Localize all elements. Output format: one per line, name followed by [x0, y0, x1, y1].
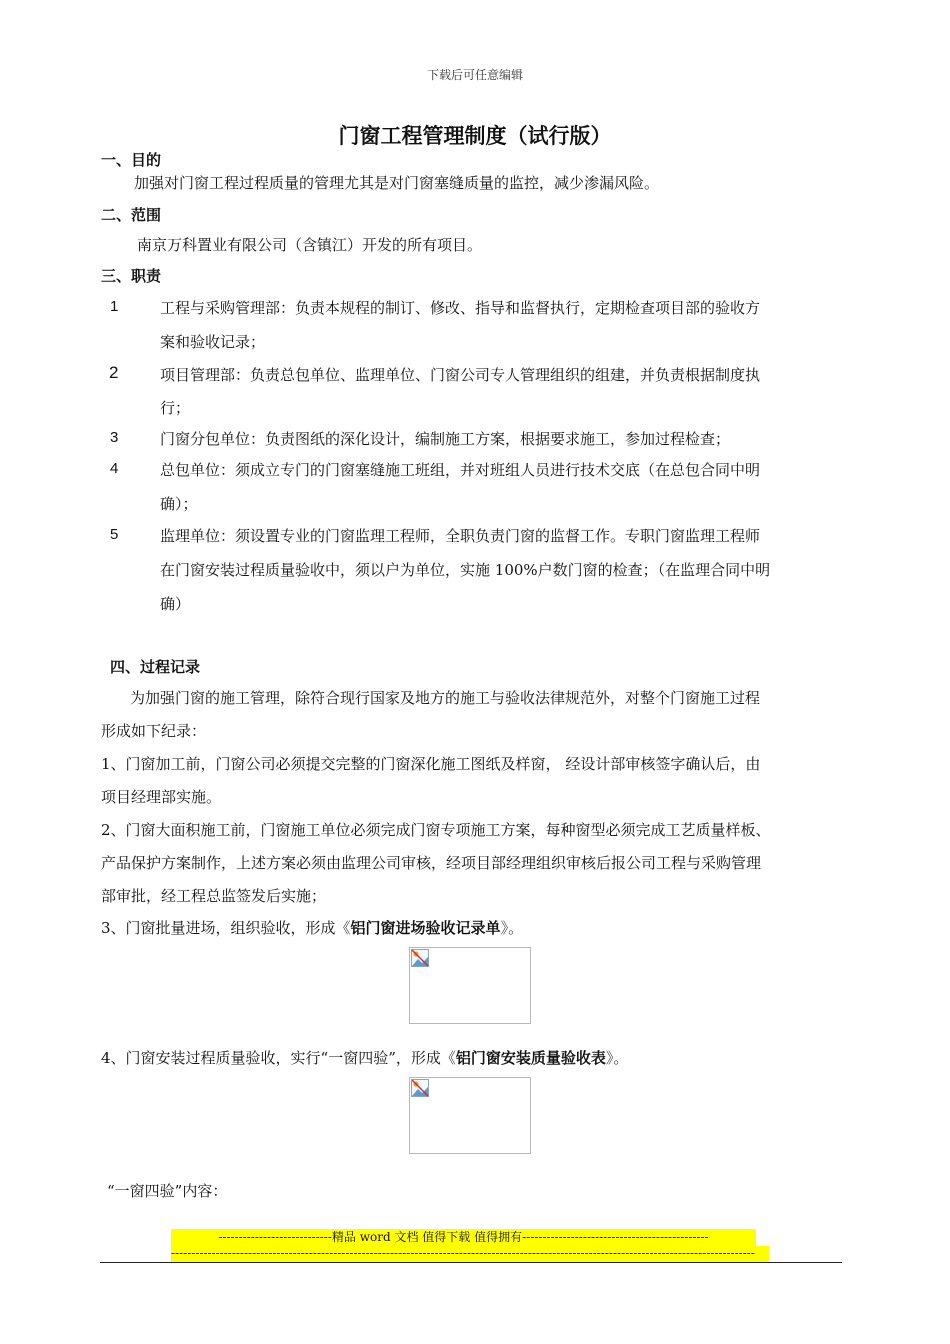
duty-5-line-1: 监理单位：须设置专业的门窗监理工程师，全职负责门窗的监督工作。专职门窗监理工程师 — [160, 527, 761, 545]
duty-3-number: 3 — [110, 429, 119, 446]
section-4-heading: 四、过程记录 — [110, 658, 201, 676]
record-2-line-2: 产品保护方案制作，上述方案必须由监理公司审核，经项目部经理组织审核后报公司工程与采购管理 — [101, 854, 762, 872]
duty-2-line-2: 行； — [160, 399, 191, 417]
section-2-body: 南京万科置业有限公司（含镇江）开发的所有项目。 — [137, 236, 483, 254]
duty-5-line-2: 在门窗安装过程质量验收中，须以户为单位，实施 100%户数门窗的检查；（在监理合同中明 — [160, 561, 771, 579]
record-3-prefix: 3、门窗批量进场，组织验收，形成《 — [101, 919, 351, 937]
section-4-intro-line-2: 形成如下纪录： — [101, 722, 207, 740]
record-4-line — [101, 1047, 628, 1068]
duty-3-line-1: 门窗分包单位：负责图纸的深化设计，编制施工方案，根据要求施工，参加过程检查； — [160, 430, 731, 448]
duty-2-number: 2 — [109, 363, 119, 382]
broken-image-icon — [411, 1079, 429, 1097]
header-note: 下载后可任意编辑 — [426, 68, 523, 82]
duty-4-line-1: 总包单位：须成立专门的门窗塞缝施工班组，并对班组人员进行技术交底（在总包合同中明 — [160, 461, 761, 479]
record-5-line: “一窗四验”内容： — [107, 1182, 228, 1200]
record-4-suffix: 》。 — [605, 1049, 629, 1067]
record-3-form-name: 铝门窗进场验收记录单 — [350, 919, 501, 937]
record-1-line-1: 1、门窗加工前，门窗公司必须提交完整的门窗深化施工图纸及样窗， 经设计部审核签字确认后，由 — [101, 755, 761, 773]
section-1-body: 加强对门窗工程过程质量的管理尤其是对门窗塞缝质量的监控，减少渗漏风险。 — [134, 174, 660, 192]
footer-rule — [100, 1262, 842, 1263]
duty-4-number: 4 — [110, 460, 119, 477]
record-4-prefix: 4、门窗安装过程质量验收，实行“一窗四验”，形成《 — [101, 1049, 456, 1067]
duty-1-line-2: 案和验收记录； — [160, 333, 266, 351]
record-3-line — [101, 917, 523, 938]
section-3-heading: 三、职责 — [101, 267, 162, 285]
document-title: 门窗工程管理制度（试行版） — [338, 124, 612, 148]
record-1-line-2: 项目经理部实施。 — [101, 788, 222, 806]
embedded-object-2[interactable] — [409, 1077, 531, 1154]
duty-1-number: 1 — [110, 298, 119, 315]
embedded-object-1[interactable] — [409, 947, 531, 1024]
footer-banner-line-2: ------------------------------------------------------------------------------------------------------------------------------------------------ — [171, 1246, 769, 1262]
record-3-suffix: 》。 — [500, 919, 524, 937]
section-1-heading: 一、目的 — [101, 151, 162, 169]
record-4-form-name: 铝门窗安装质量验收表 — [455, 1049, 606, 1067]
duty-1-line-1: 工程与采购管理部：负责本规程的制订、修改、指导和监督执行，定期检查项目部的验收方 — [160, 299, 761, 317]
duty-5-number: 5 — [110, 526, 119, 543]
broken-image-icon — [411, 949, 429, 967]
footer-banner-line-1: ----------------------------精品 word 文档 值得下载 值得拥有---------------------------------------------- — [171, 1229, 756, 1246]
record-2-line-3: 部审批，经工程总监签发后实施； — [101, 887, 327, 905]
duty-2-line-1: 项目管理部：负责总包单位、监理单位、门窗公司专人管理组织的组建，并负责根据制度执 — [160, 366, 761, 384]
section-4-intro-line-1: 为加强门窗的施工管理，除符合现行国家及地方的施工与验收法律规范外，对整个门窗施工过程 — [130, 689, 761, 707]
section-2-heading: 二、范围 — [101, 206, 162, 224]
duty-4-line-2: 确）； — [160, 495, 198, 513]
record-2-line-1: 2、门窗大面积施工前，门窗施工单位必须完成门窗专项施工方案，每种窗型必须完成工艺质量样板、 — [101, 821, 771, 839]
duty-5-line-3: 确） — [160, 595, 191, 613]
